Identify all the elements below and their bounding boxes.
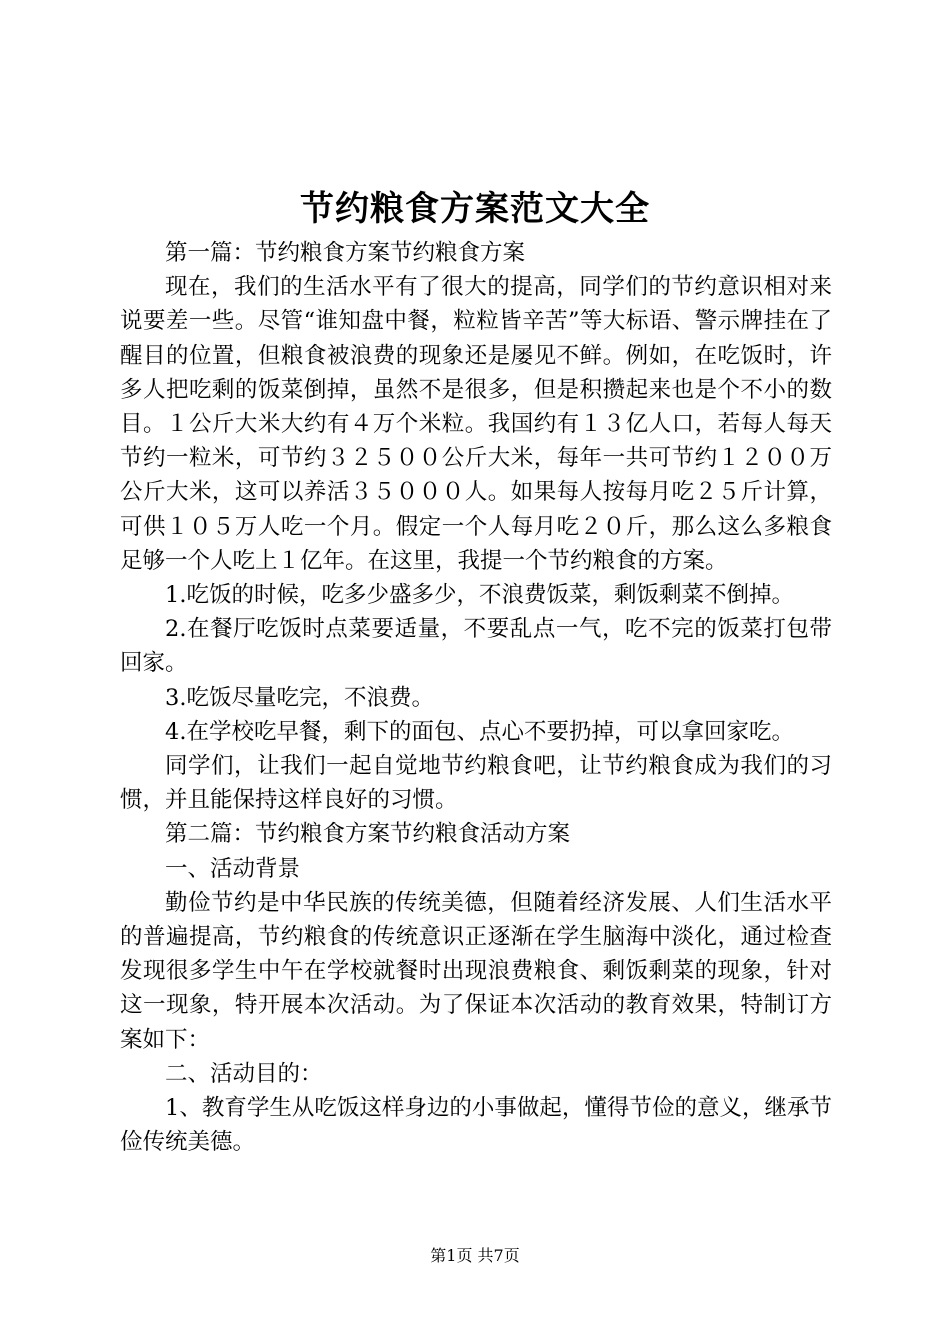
list-item-4: 4.在学校吃早餐，剩下的面包、点心不要扔掉，可以拿回家吃。 xyxy=(165,718,794,745)
section-heading-1: 第一篇：节约粮食方案节约粮食方案 xyxy=(165,240,526,266)
list-item-3: 3.吃饭尽量吃完，不浪费。 xyxy=(165,684,434,711)
purpose-item-1: 1、教育学生从吃饭这样身边的小事做起，懂得节俭的意义，继承节俭传统美德。 xyxy=(120,1095,832,1156)
paragraph-intro: 现在，我们的生活水平有了很大的提高，同学们的节约意识相对来说要差一些。尽管“谁知盘中餐，粒粒皆辛苦”等大标语、警示牌挂在了醒目的位置，但粮食被浪费的现象还是屡见不鲜。例如，在吃饭时，许多人把吃剩的饭菜倒掉，虽然不是很多，但是积攒起来也是个不小的数目。１公斤大米大约有４万个米粒。我国约有１３亿人口，若每人每天节约一粒米，可节约３２５００公斤大米，每年一共可节约１２００万公斤大米，这可以养活３５０００人。如果每人按每月吃２５斤计算，可供１０５万人吃一个月。假定一个人每月吃２０斤，那么这么多粮食足够一个人吃上１亿年。在这里，我提一个节约粮食的方案。 xyxy=(120,274,832,574)
section-heading-2: 第二篇：节约粮食方案节约粮食活动方案 xyxy=(165,821,571,848)
paragraph-background: 勤俭节约是中华民族的传统美德，但随着经济发展、人们生活水平的普遍提高，节约粮食的传统意识正逐渐在学生脑海中淡化，通过检查发现很多学生中午在学校就餐时出现浪费粮食、剩饭剩菜的现象，针对这一现象，特开展本次活动。为了保证本次活动的教育效果，特制订方案如下： xyxy=(120,889,832,1053)
paragraph-conclusion: 同学们，让我们一起自觉地节约粮食吧，让节约粮食成为我们的习惯，并且能保持这样良好的习惯。 xyxy=(120,753,832,814)
list-item-1: 1.吃饭的时候，吃多少盛多少，不浪费饭菜，剩饭剩菜不倒掉。 xyxy=(165,582,794,609)
document-title: 节约粮食方案范文大全 xyxy=(300,189,650,229)
list-item-2: 2.在餐厅吃饭时点菜要适量，不要乱点一气，吃不完的饭菜打包带回家。 xyxy=(120,616,832,677)
subheading-background: 一、活动背景 xyxy=(165,855,301,882)
page-number-footer: 第1页 共7页 xyxy=(430,1246,520,1265)
subheading-purpose: 二、活动目的： xyxy=(165,1060,323,1087)
document-body xyxy=(120,236,832,1159)
